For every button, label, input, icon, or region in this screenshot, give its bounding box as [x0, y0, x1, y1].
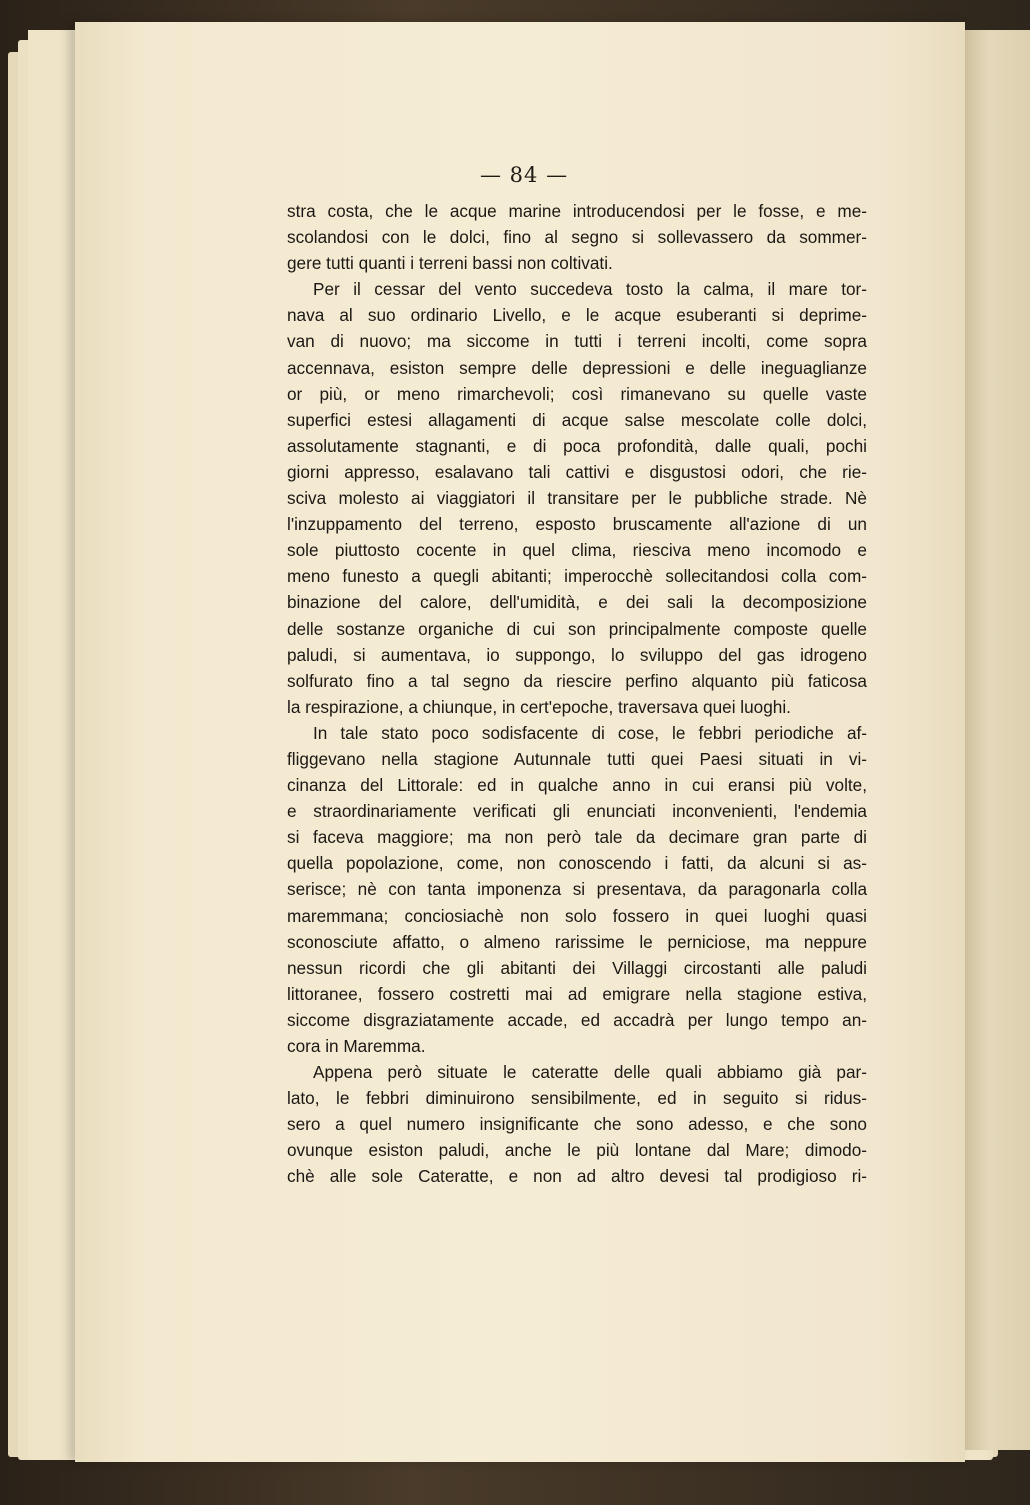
text-line: In tale stato poco sodisfacente di cose, le febbri periodiche af- [313, 722, 867, 743]
text-line: meno funesto a quegli abitanti; imperocchè sollecitandosi colla com- [287, 566, 867, 587]
text-line: solfurato fino a tal segno da riescire perfino alquanto più faticosa [287, 670, 867, 691]
text-line: ovunque esiston paludi, anche le più lontane dal Mare; dimodo- [287, 1140, 867, 1161]
text-line: l'inzuppamento del terreno, esposto bruscamente all'azione di un [287, 514, 867, 535]
text-line: superfici estesi allagamenti di acque salse mescolate colle dolci, [287, 409, 867, 430]
text-line: paludi, si aumentava, io suppongo, lo sviluppo del gas idrogeno [287, 644, 867, 665]
text-line: quella popolazione, come, non conoscendo i fatti, da alcuni si as- [287, 853, 867, 874]
text-line: e straordinariamente verificati gli enunciati inconvenienti, l'endemia [287, 801, 867, 822]
text-line: Appena però situate le cateratte delle quali abbiamo già par- [313, 1062, 867, 1083]
text-line: van di nuovo; ma siccome in tutti i terreni incolti, come sopra [287, 331, 867, 352]
page-number: — 84 — [480, 163, 569, 187]
text-line: cinanza del Littorale: ed in qualche anno in cui eransi più volte, [287, 775, 867, 796]
text-line: accennava, esiston sempre delle depressioni e delle ineguaglianze [287, 357, 867, 378]
text-line: si faceva maggiore; ma non però tale da decimare gran parte di [287, 827, 867, 848]
text-line: lato, le febbri diminuirono sensibilmente, ed in seguito si ridus- [287, 1088, 867, 1109]
text-line: maremmana; conciosiachè non solo fossero in quei luoghi quasi [287, 905, 867, 926]
text-line: fliggevano nella stagione Autunnale tutti quei Paesi situati in vi- [287, 748, 867, 769]
text-line: littoranee, fossero costretti mai ad emigrare nella stagione estiva, [287, 983, 867, 1004]
text-line: stra costa, che le acque marine introducendosi per le fosse, e me- [287, 201, 867, 221]
text-line: gere tutti quanti i terreni bassi non coltivati. [287, 253, 613, 274]
text-line: siccome disgraziatamente accade, ed accadrà per lungo tempo an- [287, 1009, 867, 1030]
text-line: or più, or meno rimarchevoli; così rimanevano su quelle vaste [287, 383, 867, 404]
text-line: sero a quel numero insignificante che sono adesso, e che sono [287, 1114, 867, 1135]
text-line: sole piuttosto cocente in quel clima, riesciva meno incomodo e [287, 540, 867, 561]
text-line: delle sostanze organiche di cui son principalmente composte quelle [287, 618, 867, 639]
text-line: scolandosi con le dolci, fino al segno si sollevassero da sommer- [287, 227, 867, 248]
text-line: sconosciute affatto, o almeno rarissime le perniciose, ma neppure [287, 931, 867, 952]
text-line: sciva molesto ai viaggiatori il transitare per le pubbliche strade. Nè [287, 488, 867, 509]
facing-page-edge [962, 30, 1030, 1450]
text-line: nava al suo ordinario Livello, e le acque esuberanti si deprime- [287, 305, 867, 326]
text-line: assolutamente stagnanti, e di poca profondità, dalle quali, pochi [287, 435, 867, 456]
text-line: chè alle sole Cateratte, e non ad altro devesi tal prodigioso ri- [287, 1166, 867, 1187]
text-line: Per il cessar del vento succedeva tosto la calma, il mare tor- [313, 279, 867, 300]
text-line: serisce; nè con tanta imponenza si presentava, da paragonarla colla [287, 879, 867, 900]
text-line: cora in Maremma. [287, 1036, 426, 1056]
text-line: binazione del calore, dell'umidità, e dei sali la decomposizione [287, 592, 867, 613]
text-line: nessun ricordi che gli abitanti dei Villaggi circostanti alle paludi [287, 957, 867, 978]
text-line: giorni appresso, esalavano tali cattivi e disgustosi odori, che rie- [287, 461, 867, 482]
body-text [287, 198, 867, 1190]
text-line: la respirazione, a chiunque, in cert'epoche, traversava quei luoghi. [287, 696, 791, 717]
